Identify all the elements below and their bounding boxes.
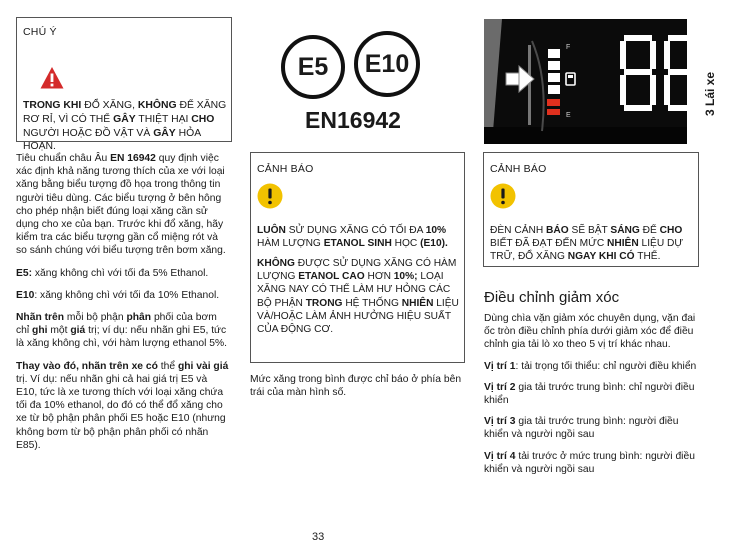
suspension-section	[484, 312, 698, 476]
warning-box-mid	[250, 152, 465, 363]
exclamation-icon	[257, 183, 283, 209]
suspension-intro: Dùng chìa vặn giảm xóc chuyên dụng, vặn đai ốc tròn điều chỉnh phía dưới giảm xóc để điều chỉnh gia tải lò xo theo 5 vị trí khác nhau.	[484, 313, 696, 351]
left-column	[16, 152, 230, 452]
fuel-empty-mark: E	[566, 112, 571, 119]
page-number: 33	[312, 531, 325, 543]
warning-mid-p2: KHÔNG ĐƯỢC SỬ DỤNG XĂNG CÓ HÀM LƯỢNG ETANOL CAO HƠN 10%; LOẠI XĂNG NAY CÓ THỂ LÀM HƯ HỎNG CÁC BỘ PHẬN TRONG HỆ THỐNG NHIÊN LIỆU VÀ/HOẶC LÀM ẢNH HƯỞNG HIỆU SUẤT CỦA ĐỘNG CƠ.	[257, 258, 459, 336]
fuel-level-caption: Mức xăng trong bình được chỉ báo ở phía bên trái của màn hình số.	[250, 374, 462, 399]
chapter-tab: 3 Lái xe	[703, 71, 717, 116]
pump-label-paragraph: Nhãn trên mỗi bộ phận phân phối của bơm chỉ ghi một giá trị; ví dụ: nếu nhãn ghi E5, tức là xăng không chì, với hàm lượng ethanol 5%.	[16, 312, 228, 350]
e5-text: E5	[297, 52, 329, 81]
vehicle-label-paragraph: Thay vào đó, nhãn trên xe có thể ghi vài giá trị. Ví dụ: nếu nhãn ghi cả hai giá trị E5 và E10, tức là xe tương thích với loại xăng chứa tối đa 10% ethanol, do đó có thể đổ xăng cho xe từ bộ phận phân phối E5 hoặc E10 (nhưng không bơm từ bộ phận phân phối có nhãn E85).	[16, 360, 229, 451]
exclamation-icon	[490, 183, 516, 209]
warning-title-right: CẢNH BÁO	[490, 163, 547, 175]
warning-right-text: ĐÈN CẢNH BÁO SẼ BẬT SÁNG ĐỂ CHO BIẾT ĐÃ ĐẠT ĐẾN MỨC NHIÊN LIỆU DỰ TRỮ, ĐỔ XĂNG NGAY KHI CÓ THỂ.	[490, 225, 684, 263]
warning-mid-p1: LUÔN SỬ DỤNG XĂNG CÓ TỐI ĐA 10% HÀM LƯỢNG ETANOL SINH HỌC (E10).	[257, 225, 448, 250]
position-item: Vị trí 4 tải trước ở mức trung bình: người điều khiển và người ngồi sau	[484, 450, 695, 475]
caution-title: CHÚ Ý	[23, 26, 57, 38]
standard-paragraph: Tiêu chuẩn châu Âu EN 16942 quy định việc xác định khả năng tương thích của xe với loại xăng bằng biểu tượng đồ họa trong thông tin người tiêu dùng. Các biểu tượng ở bên hông cho phép nhận biết đúng loại xăng cần sử dụng cho xe của bạn. Trước khi đổ xăng, hãy kiểm tra các biểu tượng gần cổ miệng rót và so sánh chúng với biểu tượng trên bơm xăng.	[16, 153, 226, 257]
position-item: Vị trí 2 gia tải trước trung bình: chỉ người điều khiển	[484, 381, 695, 407]
position-item: Vị trí 3 gia tải trước trung bình: người điều khiển và người ngồi sau	[484, 416, 679, 441]
standard-code: EN16942	[305, 107, 401, 133]
warning-title-mid: CẢNH BÁO	[257, 163, 314, 175]
fuel-full-mark: F	[566, 44, 571, 51]
suspension-heading: Điều chỉnh giảm xóc	[484, 289, 620, 306]
e5-label-icon	[281, 35, 345, 99]
caution-box	[16, 17, 232, 153]
e10-definition: E10: xăng không chì với tối đa 10% Ethanol.	[16, 289, 220, 301]
caution-text: TRONG KHI ĐỔ XĂNG, KHÔNG ĐỂ XĂNG RƠ RỈ, VÌ CÓ THỂ GÂY THIỆT HẠI CHO NGƯỜI HOẶC ĐỒ VẬT VÀ GÂY HỎA HOẠN.	[23, 100, 227, 153]
e10-label-icon	[354, 31, 420, 97]
e5-definition: E5: xăng không chì với tối đa 5% Ethanol.	[16, 267, 209, 279]
dashboard-illustration	[484, 19, 687, 144]
dashboard-display-image	[484, 19, 687, 144]
position-item: Vị trí 1: tải trọng tối thiểu: chỉ người điều khiển	[484, 360, 697, 372]
e10-text: E10	[364, 49, 410, 78]
warning-triangle-icon	[40, 66, 64, 90]
warning-box-right	[483, 152, 699, 267]
